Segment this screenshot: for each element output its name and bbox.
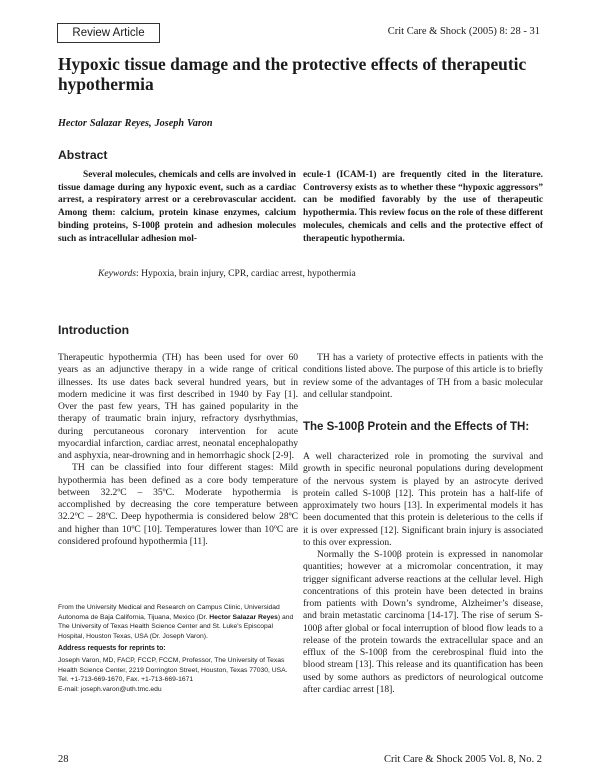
article-type-badge: Review Article bbox=[57, 23, 160, 43]
s100-paragraph-1: A well characterized role in promoting the survival and growth in specific neuronal populations during development of the nervous system is played by an astrocyte derived protein called S-100β [12]. This protein has a half-life of approximately two hours [13]. In experimental models it has been documented that this protein is deleterious to the cells if it is over expressed [12]. Significant brain injury is associated to this over expression. bbox=[303, 451, 543, 548]
abstract-left-column bbox=[58, 169, 296, 245]
author-list: Hector Salazar Reyes, Joseph Varon bbox=[58, 118, 213, 129]
affiliation-name-a: Hector Salazar Reyes bbox=[209, 613, 278, 621]
affiliation-text-b: ) and The University of Texas Health Science Center and St. Luke's Episcopal Hospital, Houston Texas, USA (Dr. Joseph Varon). bbox=[58, 613, 294, 640]
intro-paragraph-3: TH has a variety of protective effects in patients with the conditions listed above. The purpose of this article is to briefly review some of the advantages of TH from a basic molecular and cellular standpoint. bbox=[303, 352, 543, 400]
abstract-text-right: ecule-1 (ICAM-1) are frequently cited in the literature. Controversy exists as to whether these “hypoxic aggressors” can be modified favorably by the use of therapeutic hypothermia. This review focus on the role of these different molecules, chemicals and cells and the protective effect of therapeutic hypothermia. bbox=[303, 170, 543, 244]
article-title: Hypoxic tissue damage and the protective effects of therapeutic hypothermia bbox=[58, 54, 527, 94]
affiliation-text-a: From the University Medical and Research on Campus Clinic, Universidad Autonoma de Baja California, Tijuana, Mexico (Dr. bbox=[58, 604, 280, 621]
abstract-heading: Abstract bbox=[58, 148, 108, 162]
keywords-line bbox=[98, 268, 356, 279]
s100-section-body bbox=[303, 451, 543, 696]
abstract-right-column bbox=[303, 169, 543, 245]
journal-issue-footer: Crit Care & Shock 2005 Vol. 8, No. 2 bbox=[384, 754, 542, 765]
keywords-text: : Hypoxia, brain injury, CPR, cardiac arrest, hypothermia bbox=[136, 268, 356, 279]
address-line-2: Tel. +1-713-669-1670, Fax. +1-713-669-1671 bbox=[58, 676, 194, 684]
s100-paragraph-2: Normally the S-100β protein is expressed in nanomolar quantities; however at a micromolar concentration, it may trigger significant adverse reactions at the cellular level. High concentrations of this protein have been detected in brains from patients with Down’s syndrome, Alzheimer’s disease, and brain metastatic carcinoma [14-17]. The rise of serum S-100β after global or focal interruption of blood flow leads to a release of the protein towards the extracellular space and an efflux of the S-100β from the cerebrospinal fluid into the blood stream [13]. This release and its quantification has been used by some authors as predictors of neurological outcome after cardiac arrest [18]. bbox=[303, 549, 543, 695]
address-line-1: Joseph Varon, MD, FACP, FCCP, FCCM, Professor, The University of Texas Health Science Center, 2219 Dorrington Street, Houston, Texas 77030, USA. bbox=[58, 657, 288, 674]
abstract-text-left: Several molecules, chemicals and cells are involved in tissue damage during any hypoxic event, such as a cardiac arrest, a respiratory arrest or a cerebrovascular accident. Among them: calcium, protein kinase enzymes, calcium binding proteins, S-100β protein and adhesion molecules such as intracellular adhesion mol- bbox=[58, 170, 296, 244]
intro-paragraph-1: Therapeutic hypothermia (TH) has been used for over 60 years as an adjunctive therapy in a wide range of critical illnesses. Its use dates back several hundred years, but in modern medicine it was first described in 1940 by Fay [1]. Over the past few years, TH has gained popularity in the therapy of traumatic brain injury, refractory dysrhythmias, during percutaneous coronary intervention for acute myocardial infarction, cardiac arrest, neonatal encephalopathy and asphyxia, near-drowning and in hemorrhagic shock [2-9]. bbox=[58, 352, 298, 461]
reprint-address bbox=[58, 656, 298, 694]
address-email: E-mail: joseph.varon@uth.tmc.edu bbox=[58, 685, 162, 693]
intro-paragraph-2: TH can be classified into four different stages: Mild hypothermia has been defined as a core body temperature between 32.2ºC – 35ºC. Moderate hypothermia is accomplished by decreasing the core temperature between 32.2ºC – 28ºC. Deep hypothermia is considered below 28ºC and higher than 10ºC [10]. Temperatures lower than 10ºC are considered profound hypothermia [11]. bbox=[58, 462, 298, 547]
reprint-address-heading: Address requests for reprints to: bbox=[58, 645, 166, 652]
keywords-label: Keywords bbox=[98, 268, 137, 279]
author-affiliation bbox=[58, 603, 298, 641]
journal-reference: Crit Care & Shock (2005) 8: 28 - 31 bbox=[387, 26, 540, 37]
introduction-heading: Introduction bbox=[58, 323, 130, 337]
introduction-right-column bbox=[303, 352, 543, 401]
page-number: 28 bbox=[58, 754, 69, 765]
s100-section-heading: The S-100β Protein and the Effects of TH: bbox=[303, 421, 530, 433]
introduction-left-column bbox=[58, 352, 298, 548]
